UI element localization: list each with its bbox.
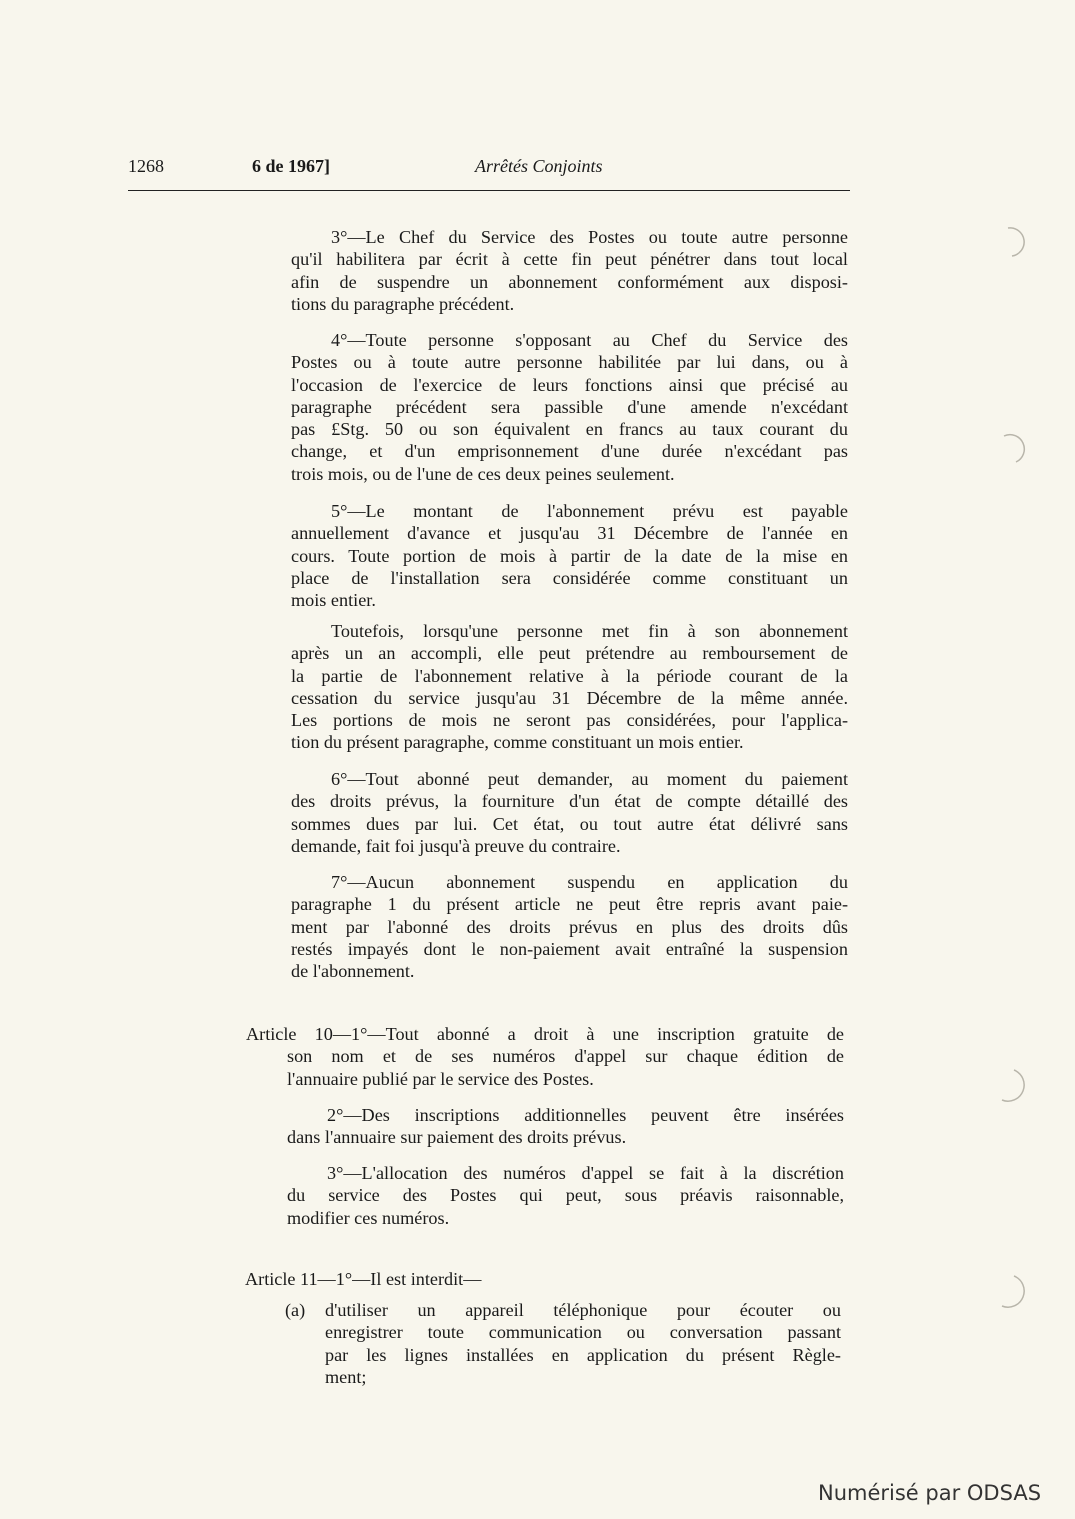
paragraph-line: 3°—L'allocation des numéros d'appel se fait à la discrétion (327, 1163, 844, 1183)
article-11 (245, 1268, 645, 1290)
paragraph-5 (291, 500, 848, 611)
paragraph-line: demande, fait foi jusqu'à preuve du contraire. (291, 835, 621, 856)
paragraph-line: change, et d'un emprisonnement d'une durée n'excédant pas (291, 441, 848, 462)
paragraph-line: qu'il habilitera par écrit à cette fin peut pénétrer dans tout local (291, 249, 848, 270)
paragraph-line: tions du paragraphe précédent. (291, 293, 515, 314)
paragraph-line: annuellement d'avance et jusqu'au 31 Décembre de l'année en (291, 523, 848, 544)
paragraph-line: paragraphe 1 du présent article ne peut être repris avant paie- (291, 894, 848, 915)
paragraph-line: afin de suspendre un abonnement conformément aux disposi- (291, 271, 848, 292)
paragraph-line: cessation du service jusqu'au 31 Décembre de la même année. (291, 687, 848, 708)
digitization-watermark: Numérisé par ODSAS (818, 1481, 1042, 1505)
paragraph-line: sommes dues par lui. Cet état, ou tout autre état délivré sans (291, 813, 848, 834)
paragraph-line: pas £Stg. 50 ou son équivalent en francs au taux courant du (291, 419, 848, 440)
paragraph-line: Les portions de mois ne seront pas considérées, pour l'applica- (291, 710, 848, 731)
paragraph-line: Postes ou à toute autre personne habilitée par lui dans, ou à (291, 352, 848, 373)
page-number: 1268 (128, 156, 164, 176)
paragraph-6 (291, 768, 848, 857)
paragraph-line: ment; (325, 1366, 367, 1387)
running-title: Arrêtés Conjoints (475, 156, 603, 176)
paragraph-line: modifier ces numéros. (287, 1207, 450, 1228)
paragraph-line: cours. Toute portion de mois à partir de la date de la mise en (291, 545, 848, 566)
punch-hole-mark (1002, 1276, 1024, 1307)
paragraph-4 (291, 329, 848, 485)
paragraph-line: 2°—Des inscriptions additionnelles peuvent être insérées (327, 1105, 844, 1125)
paragraph-7 (291, 871, 848, 982)
paragraph-line: des droits prévus, la fourniture d'un état de compte détaillé des (291, 791, 848, 812)
paragraph-line: par les lignes installées en application du présent Règle- (325, 1344, 841, 1365)
paragraph-line: 7°—Aucun abonnement suspendu en application du (331, 872, 848, 892)
paragraph-line: 4°—Toute personne s'opposant au Chef du Service des (331, 330, 848, 350)
paragraph-line: après un an accompli, elle peut prétendre au remboursement de (291, 643, 848, 664)
paragraph-line: la partie de l'abonnement relative à la période courant de la (291, 665, 848, 686)
paragraph-line: d'utiliser un appareil téléphonique pour écouter ou (325, 1300, 841, 1320)
punch-hole-mark (1008, 228, 1024, 256)
paragraph-line: Toutefois, lorsqu'une personne met fin à son abonnement (331, 621, 848, 641)
article-heading-line: Article 11—1°—Il est interdit— (245, 1269, 482, 1289)
paragraph-line: mois entier. (291, 590, 376, 611)
paragraph-line: l'annuaire publié par le service des Postes. (287, 1068, 594, 1089)
paragraph-5-continued (291, 620, 848, 754)
punch-hole-mark (1004, 435, 1024, 462)
paragraph-line: de l'abonnement. (291, 961, 415, 982)
article-11-item-a-label: (a) (285, 1300, 306, 1320)
paragraph-line: enregistrer toute communication ou conversation passant (325, 1322, 841, 1343)
page-header (128, 156, 850, 184)
article-10-paragraph-2 (287, 1104, 844, 1149)
paragraph-3 (291, 226, 848, 315)
article-11-item-a (325, 1299, 841, 1388)
paragraph-line: 5°—Le montant de l'abonnement prévu est payable (331, 501, 848, 521)
paragraph-line: du service des Postes qui peut, sous préavis raisonnable, (287, 1185, 844, 1206)
paragraph-line: place de l'installation sera considérée comme constituant un (291, 567, 848, 588)
paragraph-line: 3°—Le Chef du Service des Postes ou toute autre personne (331, 227, 848, 247)
paragraph-line: son nom et de ses numéros d'appel sur chaque édition de (287, 1046, 844, 1067)
year-reference: 6 de 1967] (252, 156, 330, 176)
paragraph-line: tion du présent paragraphe, comme constituant un mois entier. (291, 732, 744, 753)
paragraph-line: trois mois, ou de l'une de ces deux peines seulement. (291, 463, 675, 484)
header-rule (128, 190, 850, 191)
article-10 (246, 1023, 844, 1090)
paragraph-line: dans l'annuaire sur paiement des droits prévus. (287, 1127, 627, 1148)
paragraph-line: ment par l'abonné des droits prévus en plus des droits dûs (291, 916, 848, 937)
article-10-paragraph-3 (287, 1162, 844, 1229)
article-heading-line: Article 10—1°—Tout abonné a droit à une inscription gratuite de (246, 1024, 844, 1044)
punch-hole-mark (1002, 1070, 1024, 1101)
paragraph-line: 6°—Tout abonné peut demander, au moment du paiement (331, 769, 848, 789)
paragraph-line: restés impayés dont le non-paiement avait entraîné la suspension (291, 938, 848, 959)
paragraph-line: l'occasion de l'exercice de leurs fonctions ainsi que précisé au (291, 374, 848, 395)
paragraph-line: paragraphe précédent sera passible d'une amende n'excédant (291, 396, 848, 417)
